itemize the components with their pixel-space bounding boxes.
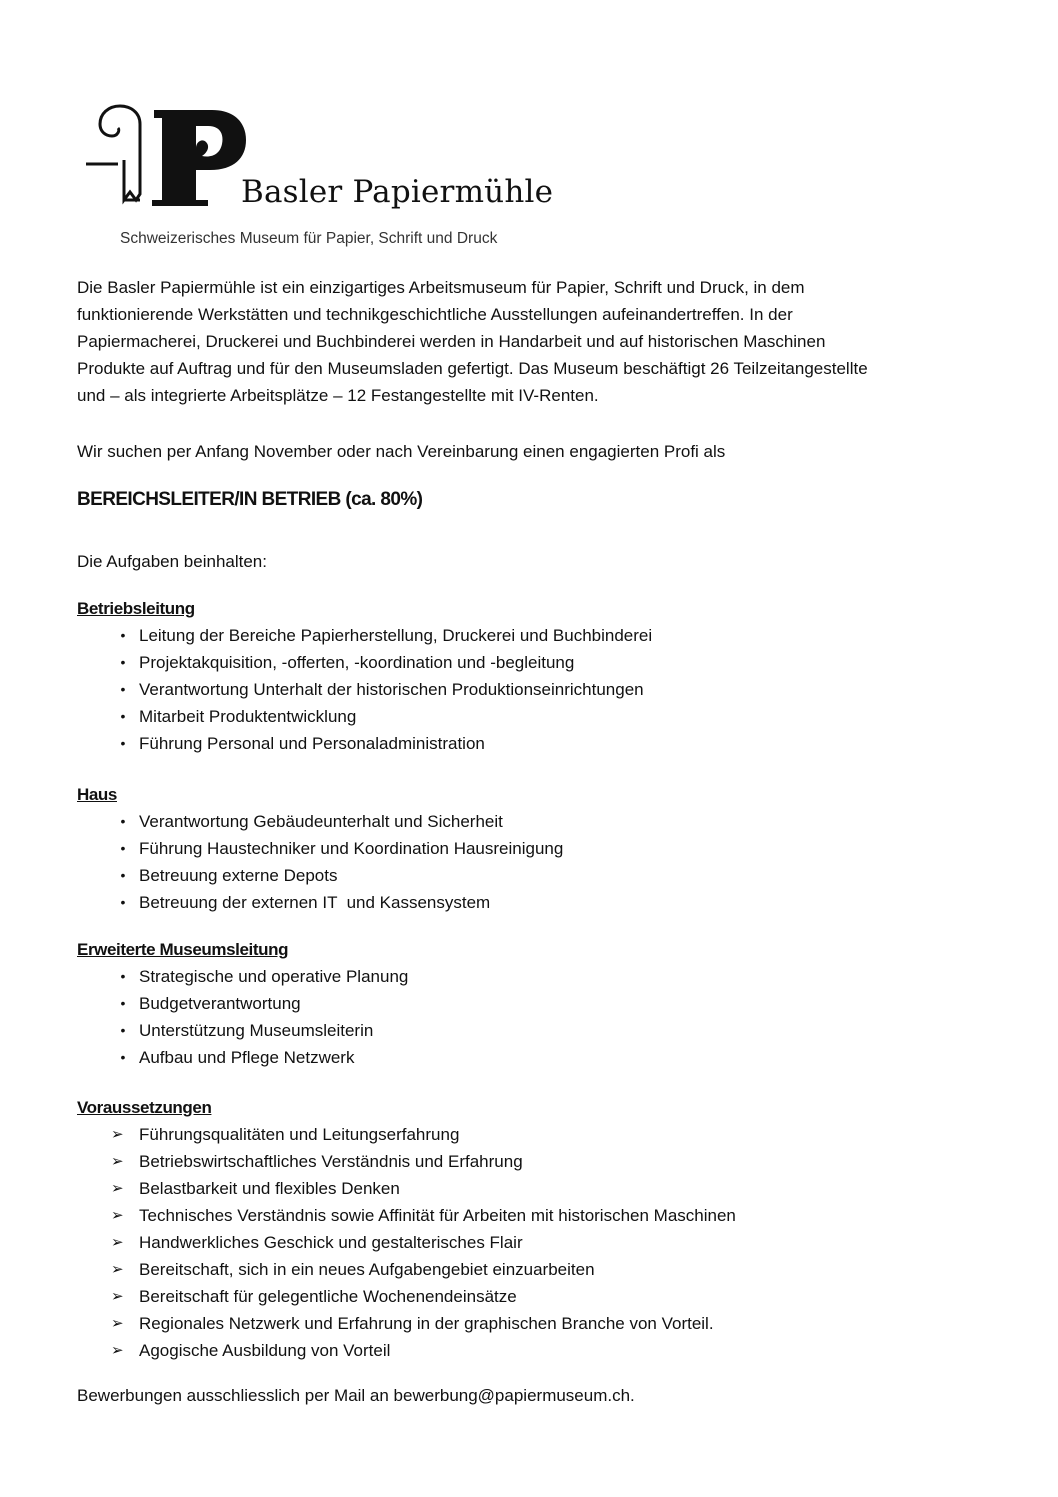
intro-line: Produkte auf Auftrag und für den Museumsladen gefertigt. Das Museum beschäftigt 26 Teilzeitangestellte xyxy=(77,359,868,378)
bullet-icon: • xyxy=(120,813,126,829)
section-haus xyxy=(77,782,977,916)
list-item-text: Bereitschaft, sich in ein neues Aufgabengebiet einzuarbeiten xyxy=(139,1260,595,1279)
list-item-text: Agogische Ausbildung von Vorteil xyxy=(139,1341,391,1360)
intro-line: Die Basler Papiermühle ist ein einzigartiges Arbeitsmuseum für Papier, Schrift und Druck, in dem xyxy=(77,278,805,297)
list-item xyxy=(77,808,977,835)
list-item-text: Führung Haustechniker und Koordination Hausreinigung xyxy=(139,839,564,858)
arrow-bullet-icon: ➢ xyxy=(111,1153,124,1170)
intro-line: und – als integrierte Arbeitsplätze – 12 Festangestellte mit IV-Renten. xyxy=(77,386,599,405)
section-heading: Erweiterte Museumsleitung xyxy=(77,940,289,959)
list-item-text: Handwerkliches Geschick und gestalterisches Flair xyxy=(139,1233,523,1252)
job-title: BEREICHSLEITER/IN BETRIEB (ca. 80%) xyxy=(77,489,423,510)
section-list xyxy=(77,963,977,1071)
list-item-text: Budgetverantwortung xyxy=(139,994,301,1013)
arrow-bullet-icon: ➢ xyxy=(111,1261,124,1278)
bullet-icon: • xyxy=(120,735,126,751)
bullet-icon: • xyxy=(120,867,126,883)
search-statement: Wir suchen per Anfang November oder nach Vereinbarung einen engagierten Profi als xyxy=(77,442,726,461)
list-item xyxy=(77,1175,977,1202)
list-item-text: Mitarbeit Produktentwicklung xyxy=(139,707,357,726)
list-item-text: Aufbau und Pflege Netzwerk xyxy=(139,1048,355,1067)
intro-line: Papiermacherei, Druckerei und Buchbinderei werden in Handarbeit und auf historischen Maschinen xyxy=(77,332,826,351)
list-item-text: Technisches Verständnis sowie Affinität für Arbeiten mit historischen Maschinen xyxy=(139,1206,736,1225)
list-item xyxy=(77,1337,977,1364)
list-item xyxy=(77,1229,977,1256)
list-item-text: Führung Personal und Personaladministration xyxy=(139,734,485,753)
tasks-intro: Die Aufgaben beinhalten: xyxy=(77,552,267,571)
museum-logo xyxy=(84,104,554,254)
list-item-text: Führungsqualitäten und Leitungserfahrung xyxy=(139,1125,460,1144)
bullet-icon: • xyxy=(120,1049,126,1065)
arrow-bullet-icon: ➢ xyxy=(111,1180,124,1197)
list-item xyxy=(77,1121,977,1148)
list-item-text: Belastbarkeit und flexibles Denken xyxy=(139,1179,400,1198)
bullet-icon: • xyxy=(120,654,126,670)
list-item xyxy=(77,835,977,862)
list-item xyxy=(77,889,977,916)
list-item xyxy=(77,1310,977,1337)
arrow-bullet-icon: ➢ xyxy=(111,1126,124,1143)
list-item xyxy=(77,622,977,649)
section-heading: Betriebsleitung xyxy=(77,599,195,618)
arrow-bullet-icon: ➢ xyxy=(111,1342,124,1359)
list-item xyxy=(77,862,977,889)
section-voraussetzungen xyxy=(77,1095,977,1364)
arrow-bullet-icon: ➢ xyxy=(111,1234,124,1251)
bullet-icon: • xyxy=(120,708,126,724)
application-instructions: Bewerbungen ausschliesslich per Mail an bewerbung@papiermuseum.ch. xyxy=(77,1386,635,1405)
intro-line: funktionierende Werkstätten und technikgeschichtliche Ausstellungen aufeinandertreffen. In der xyxy=(77,305,793,324)
list-item xyxy=(77,1202,977,1229)
section-heading: Voraussetzungen xyxy=(77,1098,212,1117)
list-item xyxy=(77,1256,977,1283)
list-item-text: Bereitschaft für gelegentliche Wochenendeinsätze xyxy=(139,1287,517,1306)
list-item xyxy=(77,990,977,1017)
section-heading: Haus xyxy=(77,785,117,804)
list-item-text: Betreuung externe Depots xyxy=(139,866,338,885)
bullet-icon: • xyxy=(120,840,126,856)
arrow-bullet-icon: ➢ xyxy=(111,1207,124,1224)
section-list xyxy=(77,622,977,757)
arrow-bullet-icon: ➢ xyxy=(111,1288,124,1305)
list-item-text: Leitung der Bereiche Papierherstellung, Druckerei und Buchbinderei xyxy=(139,626,653,645)
list-item xyxy=(77,676,977,703)
list-item-text: Betriebswirtschaftliches Verständnis und Erfahrung xyxy=(139,1152,523,1171)
list-item-text: Regionales Netzwerk und Erfahrung in der graphischen Branche von Vorteil. xyxy=(139,1314,714,1333)
intro-paragraph xyxy=(77,274,868,409)
arrow-bullet-icon: ➢ xyxy=(111,1315,124,1332)
list-item xyxy=(77,730,977,757)
bullet-icon: • xyxy=(120,627,126,643)
list-item xyxy=(77,703,977,730)
section-betriebsleitung xyxy=(77,596,977,757)
list-item xyxy=(77,1017,977,1044)
section-erweiterte-museumsleitung xyxy=(77,937,977,1071)
list-item xyxy=(77,963,977,990)
list-item xyxy=(77,1283,977,1310)
bullet-icon: • xyxy=(120,968,126,984)
list-item-text: Strategische und operative Planung xyxy=(139,967,409,986)
list-item xyxy=(77,1148,977,1175)
bullet-icon: • xyxy=(120,995,126,1011)
list-item-text: Betreuung der externen IT und Kassensystem xyxy=(139,893,491,912)
list-item-text: Verantwortung Unterhalt der historischen Produktionseinrichtungen xyxy=(139,680,644,699)
logo-name: Basler Papiermühle xyxy=(241,174,554,210)
list-item xyxy=(77,1044,977,1071)
bullet-icon: • xyxy=(120,1022,126,1038)
section-list xyxy=(77,808,977,916)
list-item-text: Unterstützung Museumsleiterin xyxy=(139,1021,374,1040)
bullet-icon: • xyxy=(120,681,126,697)
logo-subtitle: Schweizerisches Museum für Papier, Schrift und Druck xyxy=(120,230,498,247)
papermill-p-logo-icon xyxy=(84,104,254,214)
list-item xyxy=(77,649,977,676)
list-item-text: Verantwortung Gebäudeunterhalt und Sicherheit xyxy=(139,812,503,831)
bullet-icon: • xyxy=(120,894,126,910)
section-list xyxy=(77,1121,977,1364)
list-item-text: Projektakquisition, -offerten, -koordination und -begleitung xyxy=(139,653,575,672)
